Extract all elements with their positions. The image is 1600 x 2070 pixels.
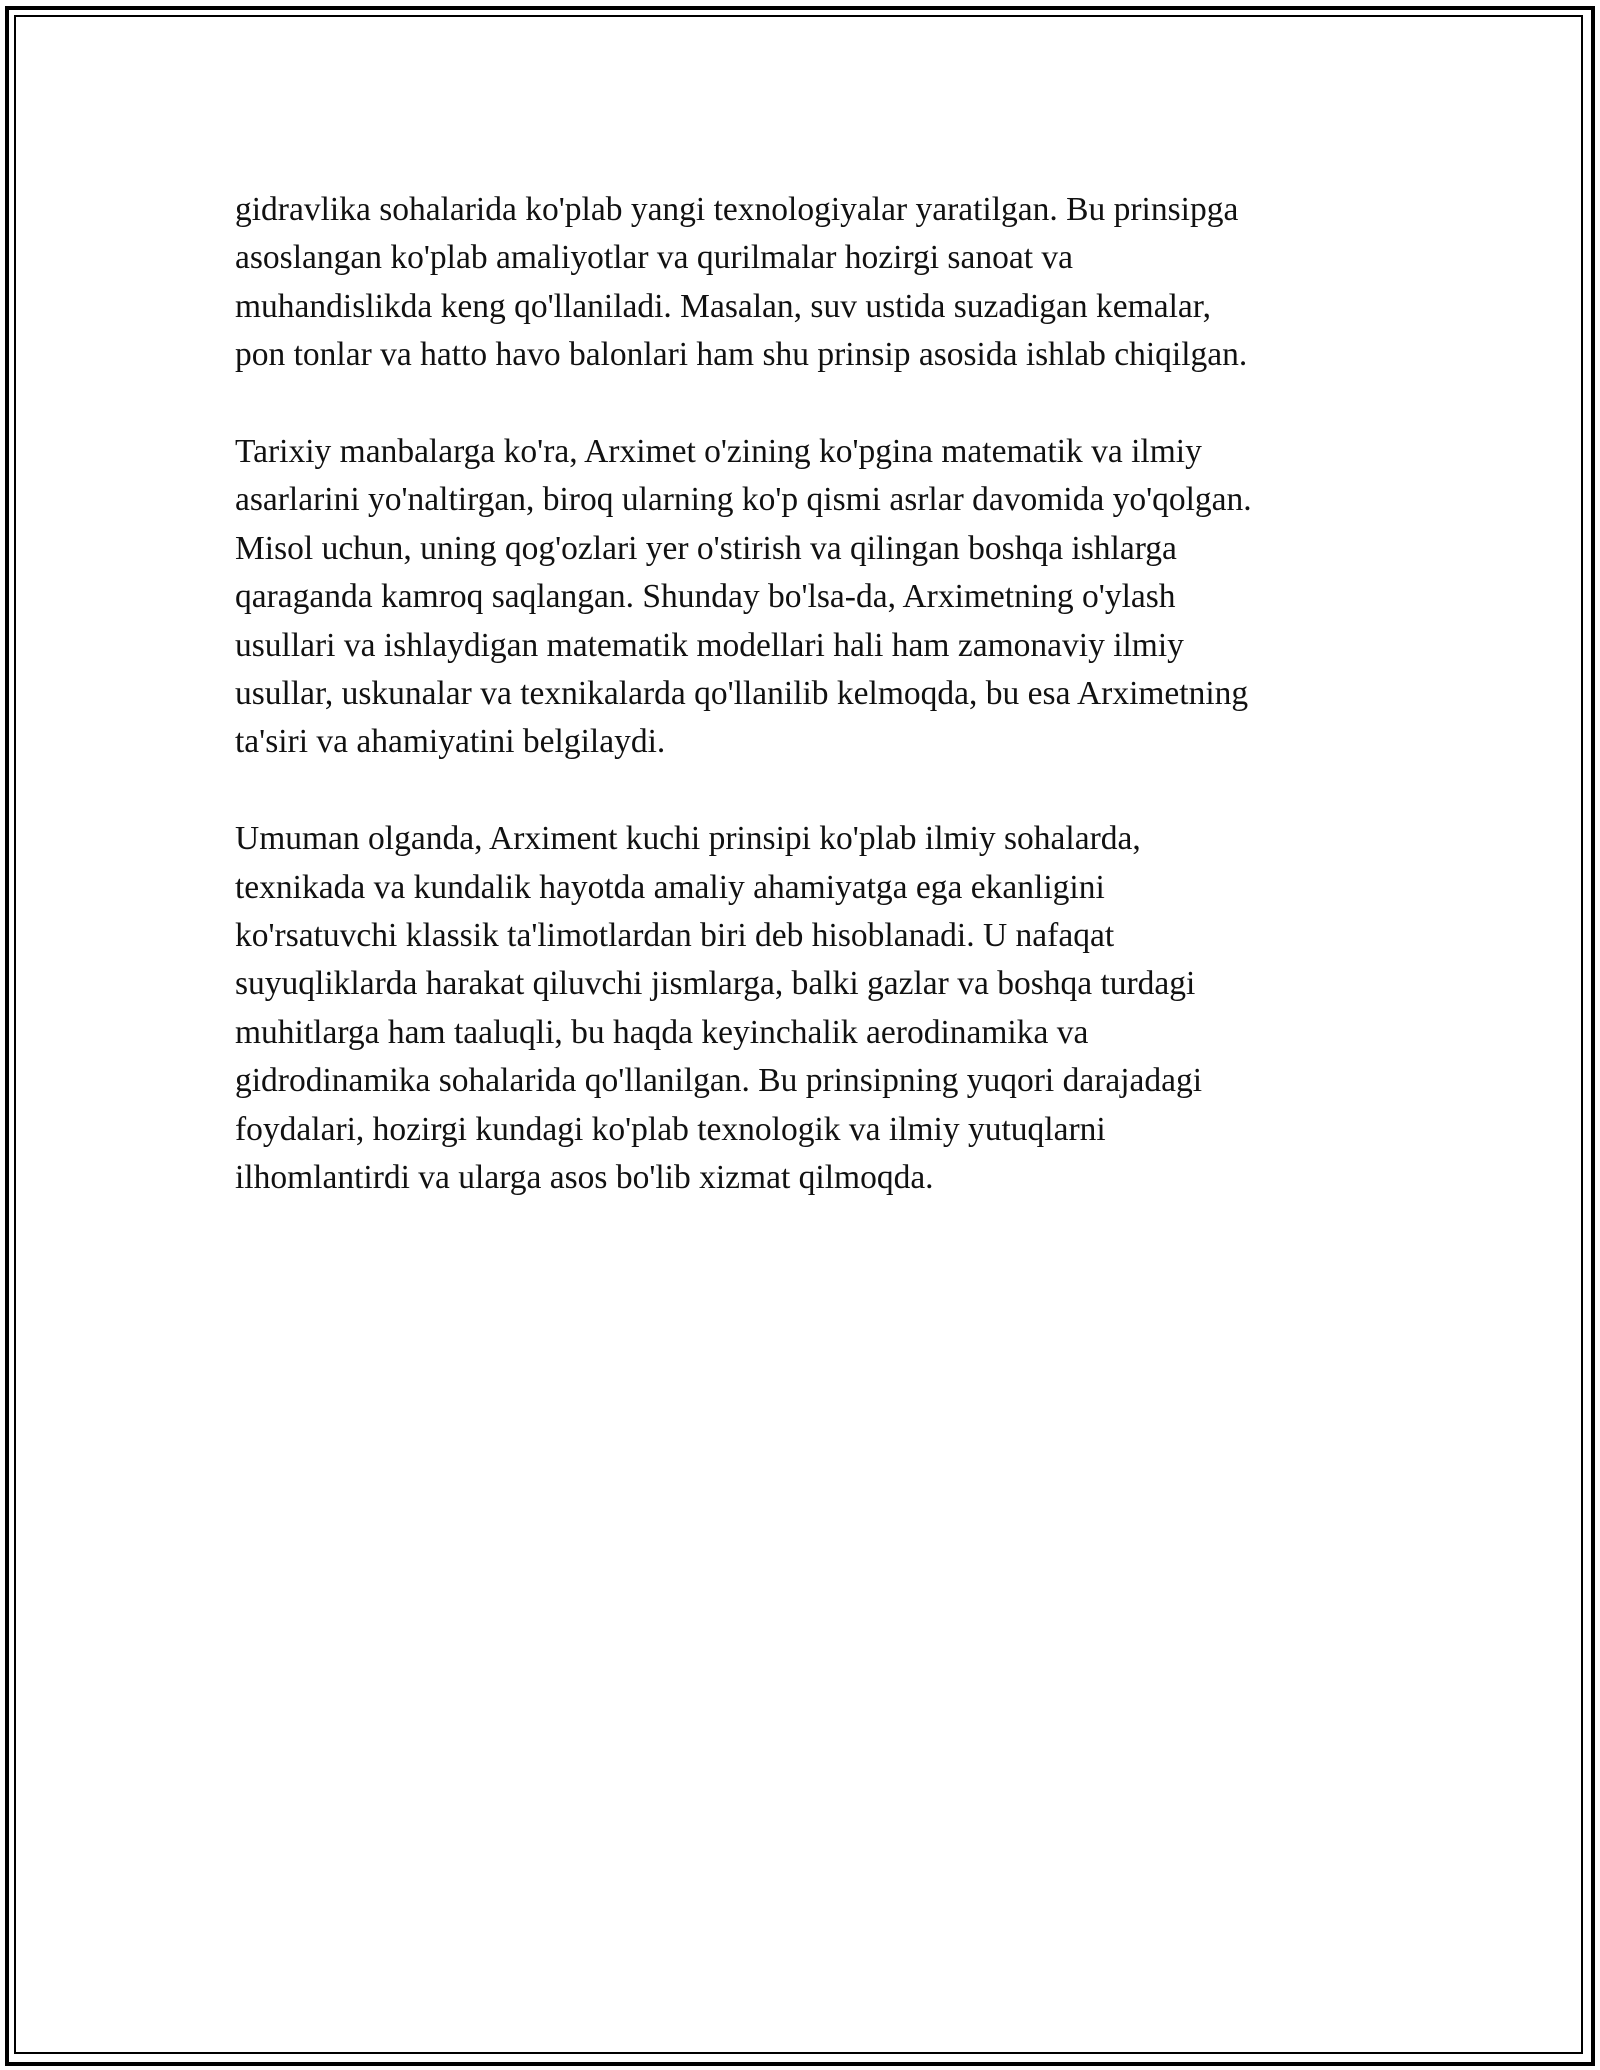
text-line: Tarixiy manbalarga ko'ra, Arximet o'zining ko'pgina matematik va ilmiy (235, 433, 1202, 471)
text-line: muhitlarga ham taaluqli, bu haqda keyinchalik aerodinamika va (235, 1013, 1089, 1051)
text-line: suyuqliklarda harakat qiluvchi jismlarga, balki gazlar va boshqa turdagi (235, 965, 1196, 1003)
text-line: texnikada va kundalik hayotda amaliy ahamiyatga ega ekanligini (235, 868, 1105, 906)
text-line: asoslangan ko'plab amaliyotlar va qurilmalar hozirgi sanoat va (235, 239, 1074, 277)
paragraph-1 (235, 186, 1365, 380)
text-line: gidrodinamika sohalarida qo'llanilgan. Bu prinsipning yuqori darajadagi (235, 1062, 1203, 1100)
text-line: asarlarini yo'naltirgan, biroq ularning ko'p qismi asrlar davomida yo'qolgan. (235, 481, 1252, 519)
text-line: Misol uchun, uning qog'ozlari yer o'stirish va qilingan boshqa ishlarga (235, 529, 1177, 567)
text-line: usullari va ishlaydigan matematik modellari hali ham zamonaviy ilmiy (235, 626, 1184, 664)
text-line: ta'siri va ahamiyatini belgilaydi. (235, 723, 666, 761)
text-line: qaraganda kamroq saqlangan. Shunday bo'lsa-da, Arximetning o'ylash (235, 578, 1176, 616)
paragraph-2 (235, 428, 1365, 767)
paragraph-3 (235, 815, 1365, 1202)
text-line: gidravlika sohalarida ko'plab yangi texnologiyalar yaratilgan. Bu prinsipga (235, 191, 1239, 228)
text-line: foydalari, hozirgi kundagi ko'plab texnologik va ilmiy yutuqlarni (235, 1110, 1106, 1148)
document-body (235, 186, 1365, 1251)
text-line: muhandislikda keng qo'llaniladi. Masalan, suv ustida suzadigan kemalar, (235, 287, 1211, 325)
text-line: pon tonlar va hatto havo balonlari ham shu prinsip asosida ishlab chiqilgan. (235, 336, 1248, 374)
text-line: ilhomlantirdi va ularga asos bo'lib xizmat qilmoqda. (235, 1159, 934, 1197)
text-line: usullar, uskunalar va texnikalarda qo'llanilib kelmoqda, bu esa Arximetning (235, 675, 1249, 713)
text-line: ko'rsatuvchi klassik ta'limotlardan biri deb hisoblanadi. U nafaqat (235, 917, 1115, 955)
text-line: Umuman olganda, Arximent kuchi prinsipi ko'plab ilmiy sohalarda, (235, 820, 1141, 858)
